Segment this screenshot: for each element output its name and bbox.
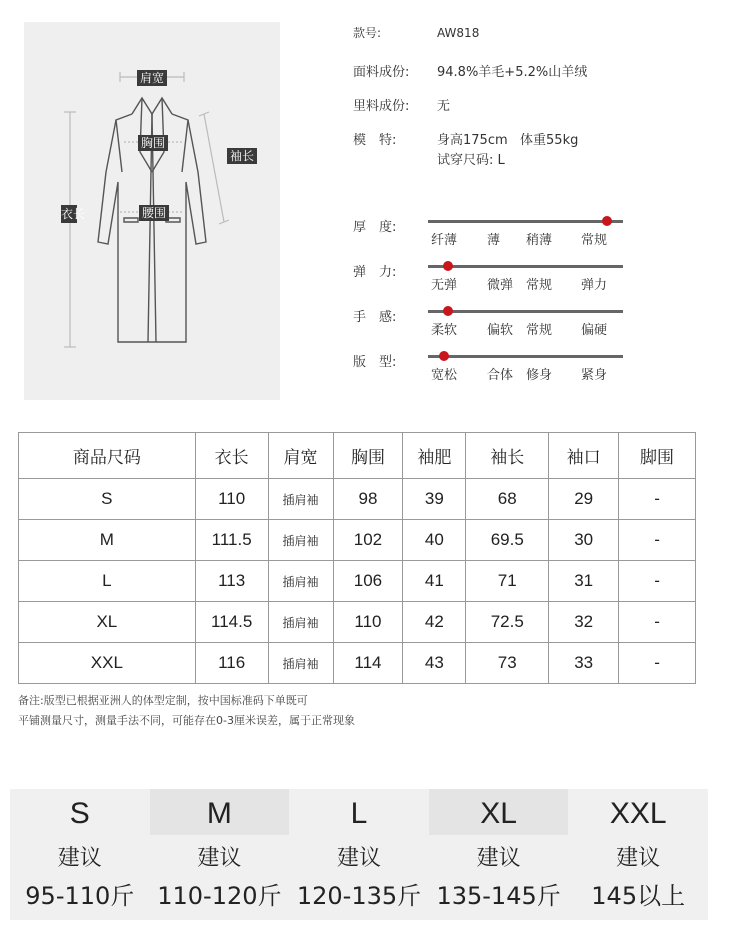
weight-recommendations: [10, 789, 708, 920]
style-no-label: 款号:: [353, 26, 382, 40]
attribute-label: 版 型:: [353, 355, 397, 370]
length-label: 衣长: [61, 207, 86, 221]
table-cell: XL: [19, 602, 196, 643]
recommendation-advice: 建议: [476, 846, 521, 871]
table-cell: -: [619, 602, 696, 643]
header-chest: 胸围: [333, 433, 403, 479]
table-cell: 30: [549, 520, 619, 561]
recommendation-size: L: [350, 797, 368, 830]
table-cell: 110: [333, 602, 403, 643]
model-size: 试穿尺码: L: [437, 153, 505, 168]
fabric-row: [353, 61, 587, 80]
table-cell: 110: [195, 479, 268, 520]
recommendation-range: 95-110斤: [25, 882, 135, 910]
table-cell: 98: [333, 479, 403, 520]
model-label: 模 特:: [353, 133, 397, 148]
table-row: [19, 479, 696, 520]
table-cell: 114.5: [195, 602, 268, 643]
table-cell: -: [619, 479, 696, 520]
lining-value: 无: [437, 99, 451, 114]
attribute-scale-bar: [428, 220, 623, 223]
table-cell: S: [19, 479, 196, 520]
attribute-marker-icon: [602, 216, 612, 226]
recommendation-column: [289, 789, 429, 920]
table-cell: 32: [549, 602, 619, 643]
header-sleeve-length: 袖长: [466, 433, 549, 479]
table-cell: -: [619, 643, 696, 684]
table-cell: 插肩袖: [268, 561, 333, 602]
table-cell: 71: [466, 561, 549, 602]
attribute-option: 常规: [526, 278, 553, 293]
table-cell: 40: [403, 520, 466, 561]
table-cell: 68: [466, 479, 549, 520]
waist-label: 腰围: [139, 205, 169, 221]
table-cell: 72.5: [466, 602, 549, 643]
lining-row: [353, 95, 450, 114]
table-cell: 42: [403, 602, 466, 643]
style-no-row: [353, 24, 479, 41]
table-cell: 106: [333, 561, 403, 602]
fabric-label: 面料成份:: [353, 65, 410, 80]
attribute-label: 手 感:: [353, 310, 397, 325]
model-height: 身高175cm: [437, 133, 508, 148]
table-cell: -: [619, 561, 696, 602]
model-row: [353, 129, 578, 148]
table-cell: 116: [195, 643, 268, 684]
attribute-option: 宽松: [431, 368, 458, 383]
recommendation-range: 145以上: [591, 882, 686, 910]
attribute-option: 柔软: [431, 323, 458, 338]
recommendation-size: XL: [429, 789, 569, 835]
table-cell: 43: [403, 643, 466, 684]
attribute-option: 合体: [487, 368, 514, 383]
attribute-marker-icon: [443, 306, 453, 316]
recommendation-column: [150, 789, 290, 920]
attribute-option: 常规: [526, 323, 553, 338]
recommendation-advice: 建议: [616, 846, 661, 871]
table-row: [19, 520, 696, 561]
header-hem: 脚围: [619, 433, 696, 479]
attribute-scale-bar: [428, 355, 623, 358]
attribute-marker-icon: [439, 351, 449, 361]
table-cell: XXL: [19, 643, 196, 684]
table-cell: 插肩袖: [268, 520, 333, 561]
attribute-option: 纤薄: [431, 233, 458, 248]
chest-label: 胸围: [138, 135, 168, 151]
table-cell: 73: [466, 643, 549, 684]
table-header-row: [19, 433, 696, 479]
model-weight: 体重55kg: [520, 133, 579, 148]
table-cell: 111.5: [195, 520, 268, 561]
table-cell: M: [19, 520, 196, 561]
lining-label: 里料成份:: [353, 99, 410, 114]
table-cell: 41: [403, 561, 466, 602]
attribute-label: 弹 力:: [353, 265, 397, 280]
header-length: 衣长: [195, 433, 268, 479]
header-size: 商品尺码: [19, 433, 196, 479]
table-cell: 31: [549, 561, 619, 602]
size-table: [18, 432, 696, 684]
table-cell: 插肩袖: [268, 643, 333, 684]
note-line-1: 备注:版型已根据亚洲人的体型定制，按中国标准码下单既可: [18, 694, 308, 707]
recommendation-column: [429, 789, 569, 920]
recommendation-range: 120-135斤: [296, 882, 422, 910]
recommendation-advice: 建议: [197, 846, 242, 871]
table-cell: 102: [333, 520, 403, 561]
attribute-option: 紧身: [581, 368, 608, 383]
recommendation-column: [10, 789, 150, 920]
table-row: [19, 561, 696, 602]
table-cell: 33: [549, 643, 619, 684]
table-cell: 114: [333, 643, 403, 684]
attribute-option: 常规: [581, 233, 608, 248]
attribute-label: 厚 度:: [353, 220, 397, 235]
table-row: [19, 602, 696, 643]
recommendation-advice: 建议: [336, 846, 381, 871]
table-cell: 插肩袖: [268, 479, 333, 520]
attribute-scale-bar: [428, 310, 623, 313]
header-sleeve-width: 袖肥: [403, 433, 466, 479]
table-cell: -: [619, 520, 696, 561]
attribute-option: 薄: [487, 233, 501, 248]
table-cell: L: [19, 561, 196, 602]
header-cuff: 袖口: [549, 433, 619, 479]
note-line-2: 平铺测量尺寸，测量手法不同，可能存在0-3厘米误差，属于正常现象: [18, 714, 355, 727]
recommendation-range: 135-145斤: [436, 882, 561, 910]
recommendation-size: M: [150, 789, 290, 835]
attribute-scale-bar: [428, 265, 623, 268]
attribute-marker-icon: [443, 261, 453, 271]
fabric-value: 94.8%羊毛+5.2%山羊绒: [437, 65, 588, 80]
attribute-option: 弹力: [581, 278, 608, 293]
table-cell: 29: [549, 479, 619, 520]
attribute-option: 无弹: [431, 278, 458, 293]
recommendation-size: S: [69, 797, 90, 830]
attribute-option: 偏硬: [581, 323, 608, 338]
attribute-option: 微弹: [487, 278, 514, 293]
attribute-option: 稍薄: [526, 233, 553, 248]
style-no-value: AW818: [437, 26, 480, 40]
sleeve-label: 袖长: [227, 148, 257, 164]
recommendation-range: 110-120斤: [157, 882, 282, 910]
table-cell: 113: [195, 561, 268, 602]
table-cell: 39: [403, 479, 466, 520]
shoulder-label: 肩宽: [137, 70, 167, 86]
header-shoulder: 肩宽: [268, 433, 333, 479]
table-cell: 插肩袖: [268, 602, 333, 643]
recommendation-advice: 建议: [57, 846, 102, 871]
garment-diagram: [24, 22, 280, 400]
recommendation-column: [568, 789, 708, 920]
attribute-option: 偏软: [487, 323, 514, 338]
table-row: [19, 643, 696, 684]
table-cell: 69.5: [466, 520, 549, 561]
attribute-option: 修身: [526, 368, 553, 383]
recommendation-size: XXL: [609, 797, 667, 830]
